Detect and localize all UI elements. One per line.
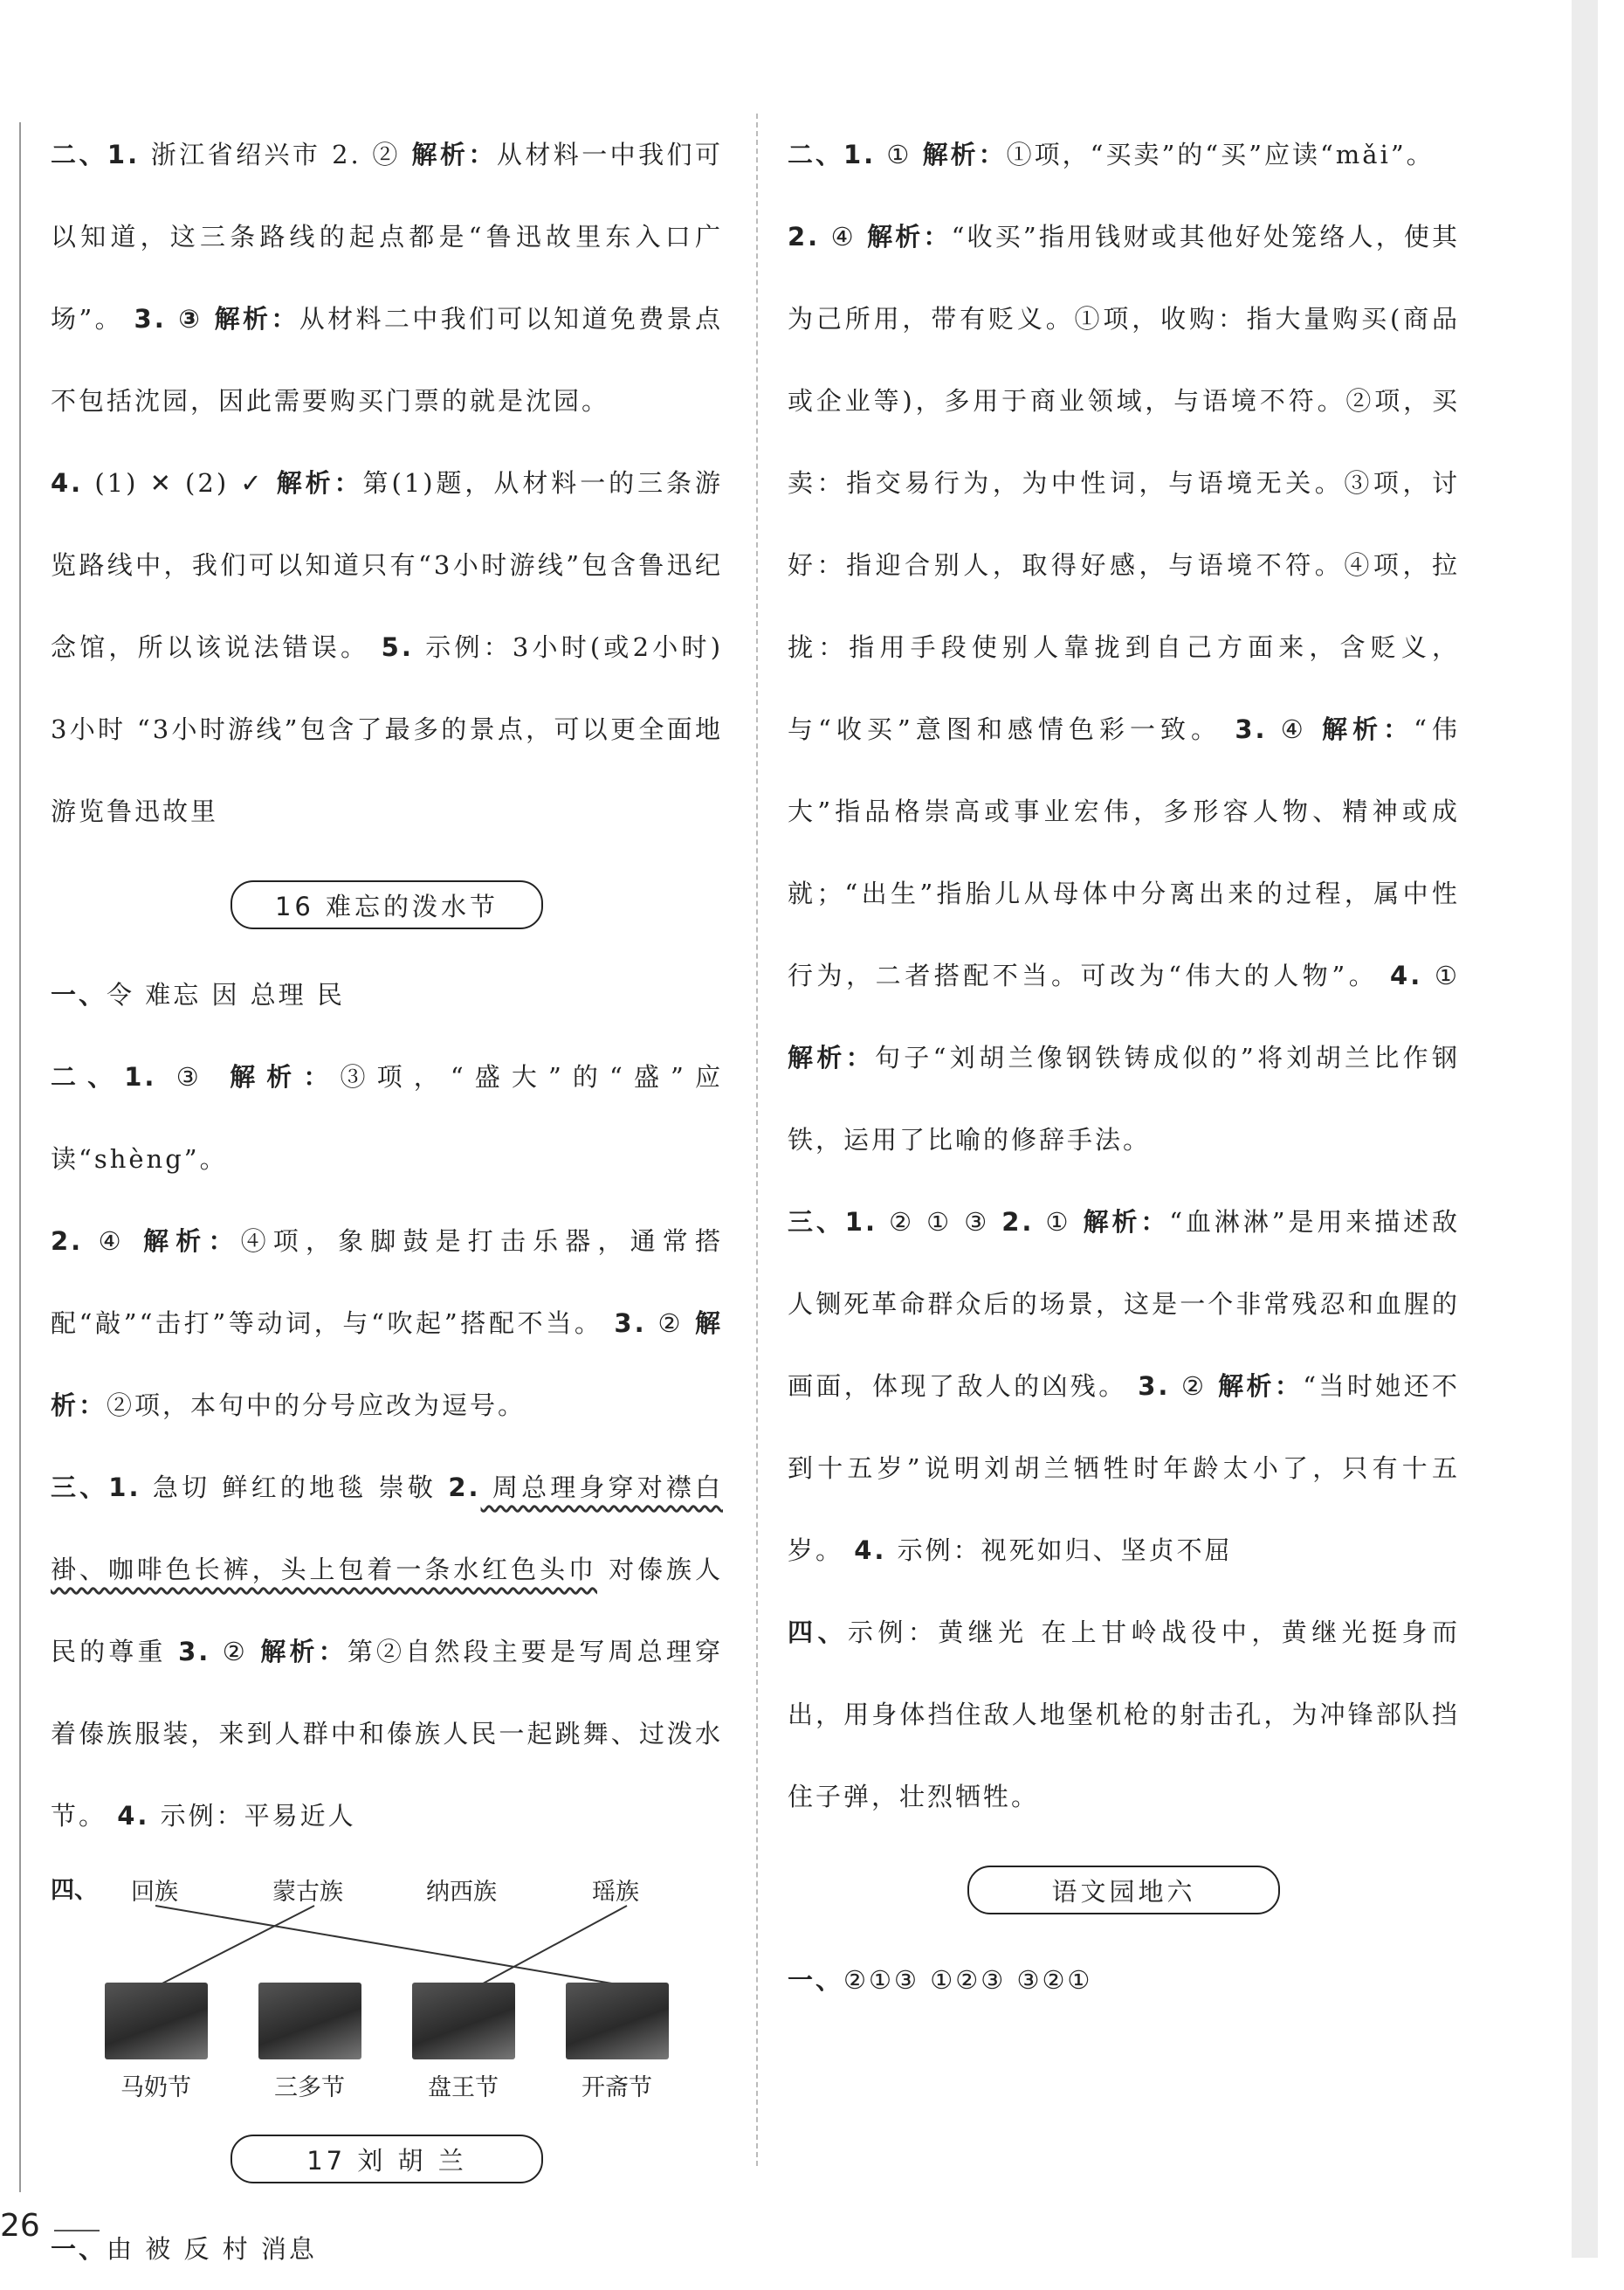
answer-text: 浙江省绍兴市 2. ② xyxy=(140,140,412,169)
analysis-label: 解析： xyxy=(260,1637,348,1666)
answer-lead: 3. xyxy=(614,1308,647,1338)
left-answer-block-5 xyxy=(51,1200,723,1446)
answer-text: ④ xyxy=(1267,714,1323,744)
answer-lead: 3. ③ 解析： xyxy=(134,304,299,334)
analysis-label: 解析： xyxy=(1083,1207,1170,1237)
answer-text: 急切 鲜红的地毯 崇敬 xyxy=(141,1473,449,1502)
left-answer-block-4 xyxy=(51,1036,723,1200)
right-column xyxy=(788,114,1460,2021)
answer-lead: 三、1. xyxy=(51,1473,141,1502)
answer-text: 对傣族人民的尊重 xyxy=(51,1555,723,1666)
left-answer-block-3 xyxy=(51,954,723,1036)
left-answer-block-2 xyxy=(51,442,723,852)
answer-text: ② xyxy=(1170,1371,1219,1401)
answer-text: 示例：视死如归、坚贞不屈 xyxy=(886,1535,1233,1565)
ethnic-festival-matching xyxy=(51,1866,723,2107)
left-answer-block-7 xyxy=(51,2208,723,2290)
analysis-text: ②项，本句中的分号应改为逗号。 xyxy=(107,1390,526,1420)
answer-lead: 3. xyxy=(178,1637,211,1666)
answer-text: 示例：黄继光 在上甘岭战役中，黄继光挺身而出，用身体挡住敌人地堡机枪的射击孔，为冲锋部队挡住子弹，壮烈牺牲。 xyxy=(788,1617,1460,1811)
ethnic-label: 回族 xyxy=(131,1879,178,1906)
right-answer-block-4 xyxy=(788,1591,1460,1838)
festival-label: 开斋节 xyxy=(581,2074,652,2101)
analysis-text: 从材料二中我们可以知道免费景点不包括沈园，因此需要购买门票的就是沈园。 xyxy=(51,304,723,416)
analysis-label: 解析： xyxy=(411,140,497,169)
answer-lead: 2. xyxy=(51,1226,84,1256)
answer-lead: 3. xyxy=(1235,714,1268,744)
lesson-title-17: 17 刘 胡 兰 xyxy=(231,2135,543,2183)
right-answer-block-2 xyxy=(788,196,1460,1181)
lesson-title-16: 16 难忘的泼水节 xyxy=(231,880,543,929)
analysis-label: 解析： xyxy=(276,468,363,498)
right-answer-block-1 xyxy=(788,114,1460,196)
answer-lead: 二、1. xyxy=(788,140,877,169)
right-answer-block-3 xyxy=(788,1181,1460,1591)
festival-photo xyxy=(258,1983,361,2059)
wavy-underlined-sentence: 周总理身穿对襟白褂、咖啡色长裤，头上包着一条水红色头巾 xyxy=(51,1473,723,1584)
festival-photo xyxy=(566,1983,669,2059)
festival-label: 马奶节 xyxy=(120,2074,191,2101)
page-number: 26 xyxy=(0,2208,40,2244)
answer-text: 由 被 反 村 消息 xyxy=(107,2234,317,2264)
answer-lead: 二、1. xyxy=(51,140,141,169)
answer-text: ② xyxy=(646,1308,695,1338)
answer-lead: 一、 xyxy=(51,980,107,1010)
answer-text: ④ xyxy=(83,1226,144,1256)
festival-photo xyxy=(412,1983,515,2059)
answer-lead: 四、 xyxy=(788,1617,848,1647)
answer-lead: 2. xyxy=(788,222,821,252)
answer-text: 示例：平易近人 xyxy=(149,1801,356,1831)
answer-lead: 4. xyxy=(51,468,84,498)
answer-lead: 一、 xyxy=(788,1965,844,1995)
column-divider xyxy=(756,114,758,2166)
analysis-text: 从材料一中我们可以知道，这三条路线的起点都是“鲁迅故里东入口广场”。 xyxy=(51,140,723,334)
answer-text: (1) ✕ (2) ✓ xyxy=(83,468,277,498)
festival-photo xyxy=(105,1983,208,2059)
answer-text: 示例：3小时(或2小时) 3小时 “3小时游线”包含了最多的景点，可以更全面地游览鲁迅故里 xyxy=(51,632,724,826)
left-answer-block-1 xyxy=(51,114,723,442)
right-answer-block-5 xyxy=(788,1939,1460,2021)
answer-text: ② xyxy=(210,1637,261,1666)
analysis-text: ①项，“买卖”的“买”应读“mǎi”。 xyxy=(1006,140,1435,169)
answer-lead: 4. xyxy=(854,1535,887,1565)
analysis-text: “收买”指用钱财或其他好处笼络人，使其为己所用，带有贬义。①项，收购：指大量购买(商品或企业等)，多用于商业领域，与语境不符。②项，买卖：指交易行为，为中性词，与语境无关。③项，讨好：指迎合别人，取得好感，与语境不符。④项，拉拢：指用手段使别人靠拢到自己方面来，含贬义，与“收买”意图和感情色彩一致。 xyxy=(788,222,1460,744)
analysis-label: 解析： xyxy=(230,1062,341,1092)
left-column xyxy=(51,114,723,2290)
analysis-label: 解析： xyxy=(922,140,1007,169)
analysis-label: 解析： xyxy=(788,1043,875,1073)
analysis-text: ③项，“盛大”的“盛”应读“shèng”。 xyxy=(51,1062,723,1174)
answer-text: ① xyxy=(1422,961,1461,990)
answer-lead: 2. xyxy=(1001,1207,1035,1237)
analysis-label: 解析： xyxy=(867,222,952,252)
answer-text: ① xyxy=(1034,1207,1084,1237)
binding-line xyxy=(19,122,21,2192)
analysis-text: “伟大”指品格崇高或事业宏伟，多形容人物、精神或成就；“出生”指胎儿从母体中分离出来的过程，属中性行为，二者搭配不当。可改为“伟大的人物”。 xyxy=(788,714,1461,990)
answer-text: ① xyxy=(876,140,923,169)
analysis-text: “血淋淋”是用来描述敌人铡死革命群众后的场景，这是一个非常残忍和血腥的画面，体现了敌人的凶残。 xyxy=(788,1207,1460,1401)
answer-lead: 4. xyxy=(117,1801,150,1831)
answer-lead: 四、 xyxy=(51,1877,98,1904)
left-answer-block-6 xyxy=(51,1446,723,1857)
answer-text: ② ① ③ xyxy=(877,1207,1002,1237)
ethnic-label: 瑶族 xyxy=(592,1879,639,1906)
page-edge-shadow xyxy=(1572,0,1598,2258)
answer-lead: 5. xyxy=(381,632,414,662)
answer-text: ②①③ ①②③ ③②① xyxy=(843,1965,1093,1995)
analysis-text: 第②自然段主要是写周总理穿着傣族服装，来到人群中和傣族人民一起跳舞、过泼水节。 xyxy=(51,1637,724,1831)
analysis-label: 解析： xyxy=(1322,714,1414,744)
answer-lead: 3. xyxy=(1138,1371,1171,1401)
answer-text: ④ xyxy=(820,222,868,252)
analysis-text: ④项，象脚鼓是打击乐器，通常搭配“敲”“击打”等动词，与“吹起”搭配不当。 xyxy=(51,1226,723,1338)
festival-label: 三多节 xyxy=(274,2074,345,2101)
analysis-label: 解析： xyxy=(1218,1371,1304,1401)
unit-title-yuwen-6: 语文园地六 xyxy=(967,1866,1280,1914)
analysis-text: 第(1)题，从材料一的三条游览路线中，我们可以知道只有“3小时游线”包含鲁迅纪念馆，所以该说法错误。 xyxy=(51,468,723,662)
analysis-label: 解析： xyxy=(143,1226,241,1256)
analysis-label: 解析： xyxy=(51,1308,723,1420)
answer-text: 令 难忘 因 总理 民 xyxy=(107,980,345,1010)
analysis-text: 句子“刘胡兰像钢铁铸成似的”将刘胡兰比作钢铁，运用了比喻的修辞手法。 xyxy=(788,1043,1460,1155)
ethnic-label: 蒙古族 xyxy=(272,1879,343,1906)
answer-text: ③ xyxy=(156,1062,231,1092)
analysis-text: “当时她还不到十五岁”说明刘胡兰牺牲时年龄太小了，只有十五岁。 xyxy=(788,1371,1460,1565)
answer-lead: 4. xyxy=(1390,961,1423,990)
page-number-dash xyxy=(54,2230,100,2231)
answer-lead: 二、1. xyxy=(51,1062,157,1092)
answer-lead: 三、1. xyxy=(788,1207,878,1237)
festival-label: 盘王节 xyxy=(428,2074,499,2101)
answer-lead: 2. xyxy=(448,1473,481,1502)
ethnic-label: 纳西族 xyxy=(426,1879,497,1906)
answer-lead: 一、 xyxy=(51,2234,107,2264)
